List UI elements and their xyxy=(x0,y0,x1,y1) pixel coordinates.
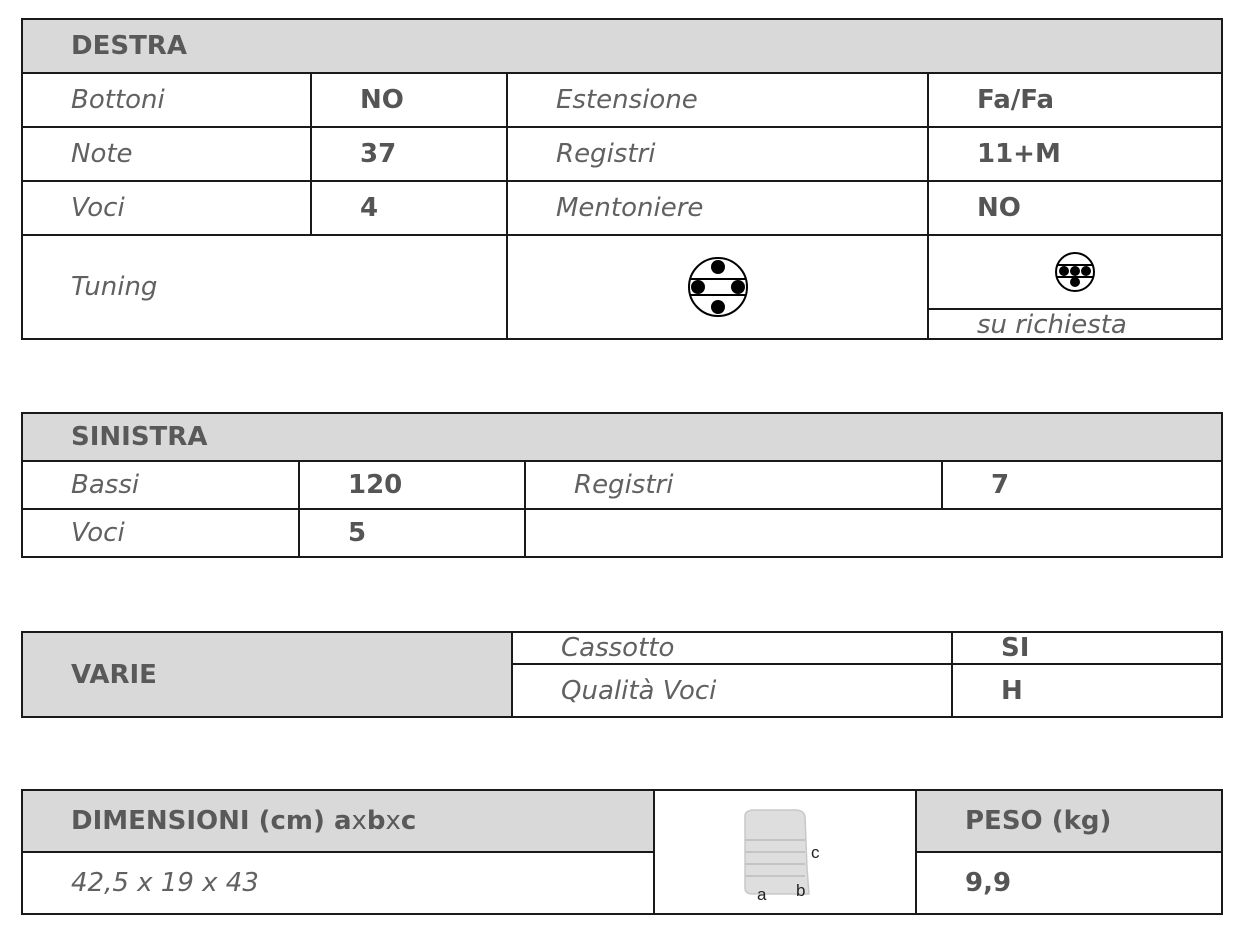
note-label: Note xyxy=(22,127,311,181)
dim-x1: x xyxy=(351,806,367,836)
reed-four-dot-icon xyxy=(687,257,749,317)
dim-a: a xyxy=(333,806,352,836)
tuning-optional-cell xyxy=(928,235,1222,339)
estensione-label: Estensione xyxy=(507,73,928,127)
su-richiesta-label: su richiesta xyxy=(977,310,1127,338)
destra-table xyxy=(21,18,1223,340)
diagram-label-a: a xyxy=(757,885,767,902)
voci-value: 4 xyxy=(311,181,507,235)
estensione-value: Fa/Fa xyxy=(928,73,1222,127)
sinistra-registri-label: Registri xyxy=(525,461,942,509)
mentoniere-label: Mentoniere xyxy=(507,181,928,235)
qualita-voci-label: Qualità Voci xyxy=(512,664,952,717)
varie-table xyxy=(21,631,1223,718)
tuning-standard-cell xyxy=(507,235,928,339)
dimensioni-value: 42,5 x 19 x 43 xyxy=(22,852,654,914)
voci-label: Voci xyxy=(22,181,311,235)
sinistra-voci-label: Voci xyxy=(22,509,299,557)
sinistra-voci-value: 5 xyxy=(299,509,525,557)
sinistra-title: SINISTRA xyxy=(22,413,1222,461)
mentoniere-value: NO xyxy=(928,181,1222,235)
sinistra-registri-value: 7 xyxy=(942,461,1222,509)
dim-x2: x xyxy=(385,806,401,836)
bassi-value: 120 xyxy=(299,461,525,509)
dimensioni-table xyxy=(21,789,1223,915)
cassotto-value: SI xyxy=(952,632,1222,664)
peso-title: PESO (kg) xyxy=(916,790,1222,852)
sinistra-empty-cell xyxy=(525,509,1222,557)
dimensioni-title xyxy=(22,790,654,852)
tuning-label: Tuning xyxy=(22,235,507,339)
destra-title: DESTRA xyxy=(22,19,1222,73)
reed-three-dot-icon xyxy=(1054,252,1096,292)
diagram-label-c: c xyxy=(811,843,820,862)
qualita-voci-value: H xyxy=(952,664,1222,717)
dim-c: c xyxy=(400,806,417,836)
accordion-diagram-cell xyxy=(654,790,916,914)
varie-title: VARIE xyxy=(22,632,512,717)
accordion-icon xyxy=(725,802,845,902)
diagram-label-b: b xyxy=(796,881,806,900)
dimensioni-title-prefix: DIMENSIONI (cm) xyxy=(71,806,334,836)
registri-value: 11+M xyxy=(928,127,1222,181)
bassi-label: Bassi xyxy=(22,461,299,509)
sinistra-table xyxy=(21,412,1223,558)
bottoni-label: Bottoni xyxy=(22,73,311,127)
registri-label: Registri xyxy=(507,127,928,181)
cassotto-label: Cassotto xyxy=(512,632,952,664)
peso-value: 9,9 xyxy=(916,852,1222,914)
dim-b: b xyxy=(366,806,386,836)
note-value: 37 xyxy=(311,127,507,181)
bottoni-value: NO xyxy=(311,73,507,127)
